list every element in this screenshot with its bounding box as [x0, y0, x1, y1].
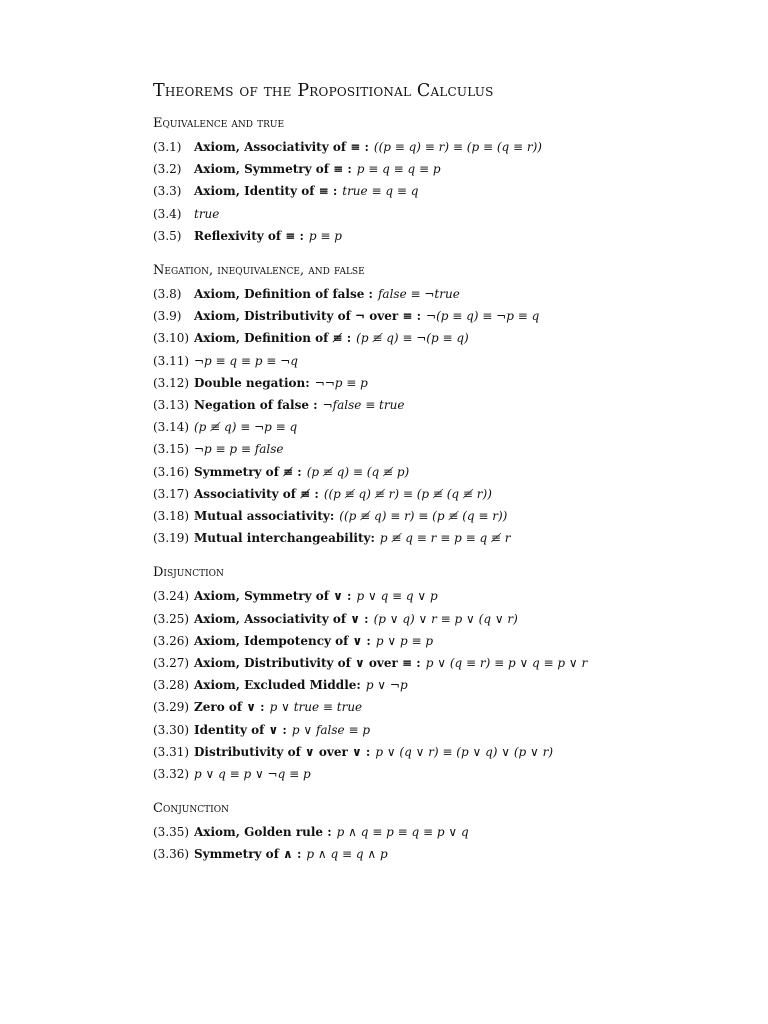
theorem-name: Axiom, Definition of false : — [194, 287, 373, 302]
section-heading: Equivalence and true — [153, 116, 285, 131]
theorem-formula: p ∧ q ≡ p ≡ q ≡ p ∨ q — [336, 825, 469, 840]
theorem-name: Axiom, Associativity of ≡ : — [194, 140, 369, 154]
theorem-row — [153, 652, 753, 674]
theorem-number: (3.19) — [153, 531, 190, 546]
section — [153, 115, 753, 247]
theorem-row — [153, 203, 753, 225]
theorem-row — [153, 394, 753, 416]
theorem-number: (3.12) — [153, 375, 190, 390]
theorem-number: (3.17) — [153, 486, 190, 501]
theorem-formula: p ∨ false ≡ p — [291, 722, 371, 737]
theorem-name: Symmetry of ∧ : — [194, 847, 302, 862]
theorem-row — [153, 505, 753, 527]
theorem-row — [153, 372, 753, 394]
theorem-name: Mutual associativity: — [194, 509, 335, 524]
theorem-formula: (p ≢ q) ≡ ¬p ≡ q — [194, 420, 298, 435]
section — [153, 262, 753, 549]
theorem-row — [153, 630, 753, 652]
section-heading: Negation, inequivalence, and false — [153, 263, 365, 279]
theorem-formula: p ∨ q ≡ p ∨ ¬q ≡ p — [194, 767, 311, 782]
theorem-number: (3.10) — [153, 331, 190, 346]
theorem-formula: p ∧ q ≡ q ∧ p — [306, 847, 388, 862]
theorem-number: (3.35) — [153, 825, 190, 840]
theorem-name: Axiom, Distributivity of ¬ over ≡ : — [194, 309, 422, 324]
theorem-number: (3.31) — [153, 744, 190, 759]
theorem-row — [153, 327, 753, 349]
section-heading: Disjunction — [153, 565, 224, 581]
theorem-row — [153, 283, 753, 305]
theorem-formula: p ∨ q ≡ q ∨ p — [356, 589, 438, 604]
theorem-formula: ¬p ≡ p ≡ false — [194, 442, 284, 457]
theorem-formula: false ≡ ¬true — [377, 287, 460, 302]
theorem-formula: p ∨ ¬p — [365, 678, 408, 693]
theorem-number: (3.27) — [153, 656, 190, 671]
theorem-formula: (p ≢ q) ≡ (q ≢ p) — [306, 464, 410, 479]
theorem-row — [153, 674, 753, 696]
theorem-row — [153, 461, 753, 483]
theorem-name: Axiom, Identity of ≡ : — [194, 184, 338, 199]
theorem-formula: ((p ≡ q) ≡ r) ≡ (p ≡ (q ≡ r)) — [373, 140, 542, 154]
theorem-formula: p ∨ (q ≡ r) ≡ p ∨ q ≡ p ∨ r — [425, 656, 588, 671]
theorem-sections — [153, 115, 753, 866]
theorem-number: (3.36) — [153, 847, 190, 862]
theorem-formula: (p ≢ q) ≡ ¬(p ≡ q) — [356, 331, 469, 346]
theorem-name: Negation of false : — [194, 398, 318, 413]
theorem-name: Associativity of ≢ : — [194, 486, 319, 501]
section — [153, 564, 753, 785]
theorem-number: (3.15) — [153, 442, 190, 457]
theorem-name: Axiom, Symmetry of ∨ : — [194, 589, 352, 604]
theorem-name: Axiom, Excluded Middle: — [194, 678, 361, 693]
theorem-row — [153, 438, 753, 460]
theorem-number: (3.28) — [153, 678, 190, 693]
theorem-number: (3.18) — [153, 509, 190, 524]
theorem-name: Identity of ∨ : — [194, 722, 287, 737]
theorem-number: (3.11) — [153, 353, 190, 368]
theorem-number: (3.13) — [153, 398, 190, 413]
theorem-number: (3.32) — [153, 767, 190, 782]
theorem-formula: ((p ≢ q) ≢ r) ≡ (p ≢ (q ≢ r)) — [323, 486, 492, 501]
theorem-row — [153, 719, 753, 741]
theorem-number: (3.24) — [153, 589, 190, 604]
page-title: Theorems of the Propositional Calculus — [153, 81, 494, 101]
theorem-number: (3.30) — [153, 722, 190, 737]
theorem-formula: (p ∨ q) ∨ r ≡ p ∨ (q ∨ r) — [373, 611, 518, 626]
theorem-name: Distributivity of ∨ over ∨ : — [194, 744, 371, 759]
theorem-row — [153, 305, 753, 327]
theorem-row — [153, 136, 753, 158]
theorem-formula: p ≡ p — [308, 228, 342, 243]
theorem-name: Axiom, Associativity of ∨ : — [194, 611, 369, 626]
theorem-name: Zero of ∨ : — [194, 700, 265, 715]
theorem-formula: p ≢ q ≡ r ≡ p ≡ q ≢ r — [379, 531, 511, 546]
theorem-formula: p ≡ q ≡ q ≡ p — [356, 162, 441, 177]
theorem-row — [153, 843, 753, 865]
document-page — [153, 80, 753, 881]
theorem-formula: p ∨ true ≡ true — [269, 700, 363, 715]
theorem-number: (3.4) — [153, 206, 182, 221]
theorem-row — [153, 821, 753, 843]
theorem-formula: ¬p ≡ q ≡ p ≡ ¬q — [194, 353, 298, 368]
theorem-name: Axiom, Definition of ≢ : — [194, 331, 352, 346]
theorem-row — [153, 350, 753, 372]
theorem-name: Axiom, Symmetry of ≡ : — [194, 162, 352, 177]
theorem-row — [153, 608, 753, 630]
theorem-formula: ¬(p ≡ q) ≡ ¬p ≡ q — [426, 309, 540, 324]
theorem-formula: ¬false ≡ true — [322, 398, 405, 413]
theorem-number: (3.1) — [153, 140, 182, 154]
theorem-name: Axiom, Golden rule : — [194, 825, 332, 840]
theorem-number: (3.14) — [153, 420, 190, 435]
theorem-number: (3.29) — [153, 700, 190, 715]
theorem-number: (3.2) — [153, 162, 182, 177]
theorem-name: Double negation: — [194, 375, 310, 390]
theorem-formula: p ∨ p ≡ p — [375, 633, 434, 648]
theorem-number: (3.9) — [153, 309, 182, 324]
theorem-row — [153, 763, 753, 785]
theorem-number: (3.16) — [153, 464, 190, 479]
theorem-formula: p ∨ (q ∨ r) ≡ (p ∨ q) ∨ (p ∨ r) — [375, 744, 554, 759]
theorem-name: Symmetry of ≢ : — [194, 464, 302, 479]
theorem-number: (3.8) — [153, 287, 182, 302]
theorem-row — [153, 416, 753, 438]
theorem-row — [153, 696, 753, 718]
theorem-row — [153, 483, 753, 505]
theorem-number: (3.25) — [153, 611, 190, 626]
theorem-formula: ¬¬p ≡ p — [314, 375, 368, 390]
theorem-name: Axiom, Idempotency of ∨ : — [194, 633, 371, 648]
section-heading: Conjunction — [153, 801, 229, 817]
theorem-number: (3.5) — [153, 228, 182, 243]
theorem-number: (3.26) — [153, 633, 190, 648]
theorem-number: (3.3) — [153, 184, 182, 199]
theorem-row — [153, 180, 753, 202]
theorem-formula: ((p ≢ q) ≡ r) ≡ (p ≢ (q ≡ r)) — [339, 509, 508, 524]
theorem-formula: true ≡ q ≡ q — [342, 184, 419, 199]
theorem-row — [153, 527, 753, 549]
section — [153, 800, 753, 865]
theorem-name: Mutual interchangeability: — [194, 531, 375, 546]
theorem-formula: true — [194, 206, 220, 221]
theorem-row — [153, 225, 753, 247]
theorem-name: Reflexivity of ≡ : — [194, 228, 304, 243]
theorem-row — [153, 741, 753, 763]
theorem-name: Axiom, Distributivity of ∨ over ≡ : — [194, 656, 421, 671]
theorem-row — [153, 585, 753, 607]
theorem-row — [153, 158, 753, 180]
